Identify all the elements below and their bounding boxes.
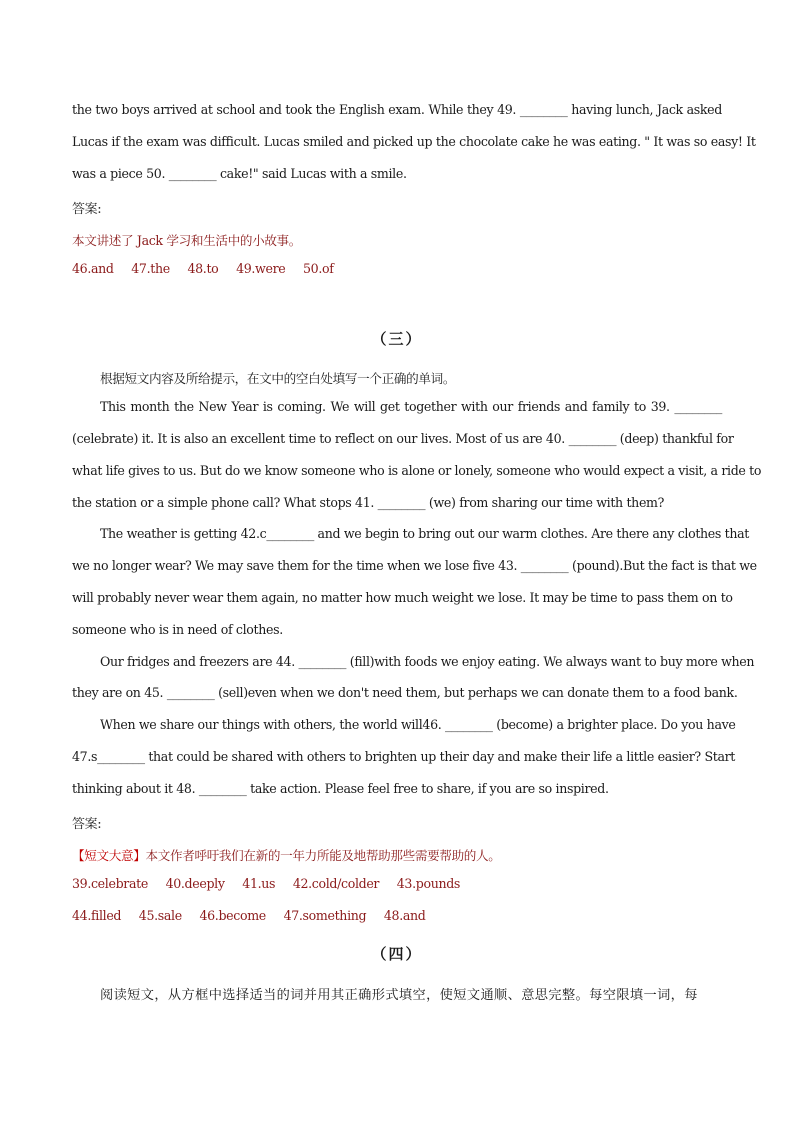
answer-item: 46.and bbox=[72, 261, 114, 276]
passage-line: we no longer wear? We may save them for the time when we lose five 43. ________ (pound).But the fact is that we bbox=[72, 558, 757, 573]
answer-item: 47.something bbox=[283, 908, 367, 923]
answer-row bbox=[72, 261, 722, 276]
answer-item: 45.sale bbox=[138, 908, 182, 923]
answer-item: 48.to bbox=[187, 261, 219, 276]
section-instruction: 根据短文内容及所给提示，在文中的空白处填写一个正确的单词。 bbox=[100, 371, 456, 386]
passage-line: 47.s________ that could be shared with others to brighten up their day and make their life a little easier? Start bbox=[72, 749, 736, 764]
passage-line: The weather is getting 42.c________ and we begin to bring out our warm clothes. Are there any clothes that bbox=[100, 526, 750, 541]
section-heading: （三） bbox=[371, 330, 423, 348]
passage-line: This month the New Year is coming. We will get together with our friends and family to 39. ________ bbox=[100, 399, 722, 414]
passage-line: When we share our things with others, the world will46. ________ (become) a brighter place. Do you have bbox=[100, 717, 736, 732]
answer-item: 50.of bbox=[303, 261, 334, 276]
answer-item: 48.and bbox=[383, 908, 426, 923]
passage-summary bbox=[72, 845, 722, 864]
answer-label: 答案: bbox=[72, 202, 102, 217]
answer-item: 49.were bbox=[236, 261, 286, 276]
passage-line: the station or a simple phone call? What stops 41. ________ (we) from sharing our time with them? bbox=[72, 495, 665, 510]
passage-line: will probably never wear them again, no matter how much weight we lose. It may be time to pass them on to bbox=[72, 590, 733, 605]
section-heading: （四） bbox=[371, 945, 423, 963]
answer-item: 47.the bbox=[131, 261, 170, 276]
summary-tag: 【短文大意】 bbox=[72, 848, 146, 863]
passage-line: what life gives to us. But do we know someone who is alone or lonely, someone who would expect a visit, a ride to bbox=[72, 463, 762, 478]
answer-label: 答案: bbox=[72, 817, 102, 832]
answer-item: 41.us bbox=[242, 876, 276, 891]
passage-line: they are on 45. ________ (sell)even when we don't need them, but perhaps we can donate them to a food bank. bbox=[72, 685, 738, 700]
answer-row bbox=[72, 876, 722, 891]
answer-item: 44.filled bbox=[72, 908, 122, 923]
answer-item: 40.deeply bbox=[165, 876, 225, 891]
answer-row bbox=[72, 908, 722, 923]
passage-summary: 本文讲述了 Jack 学习和生活中的小故事。 bbox=[72, 233, 302, 248]
answer-item: 39.celebrate bbox=[72, 876, 148, 891]
passage-line: the two boys arrived at school and took the English exam. While they 49. ________ having lunch, Jack asked bbox=[72, 102, 722, 117]
passage-line: was a piece 50. ________ cake!" said Lucas with a smile. bbox=[72, 166, 407, 181]
passage-line: Our fridges and freezers are 44. ________ (fill)with foods we enjoy eating. We always want to buy more when bbox=[100, 654, 755, 669]
summary-text: 本文作者呼吁我们在新的一年力所能及地帮助那些需要帮助的人。 bbox=[145, 848, 501, 863]
passage-line: (celebrate) it. It is also an excellent time to reflect on our lives. Most of us are 40. ________ (deep) thankful for bbox=[72, 431, 734, 446]
passage-line: someone who is in need of clothes. bbox=[72, 622, 283, 637]
answer-item: 42.cold/colder bbox=[292, 876, 380, 891]
section-instruction: 阅读短文，从方框中选择适当的词并用其正确形式填空，使短文通顺、意思完整。每空限填一词，每 bbox=[100, 988, 698, 1003]
answer-item: 43.pounds bbox=[396, 876, 461, 891]
passage-line: thinking about it 48. ________ take action. Please feel free to share, if you are so inspired. bbox=[72, 781, 609, 796]
passage-line: Lucas if the exam was difficult. Lucas smiled and picked up the chocolate cake he was eating. " It was so easy! It bbox=[72, 134, 756, 149]
answer-item: 46.become bbox=[199, 908, 266, 923]
